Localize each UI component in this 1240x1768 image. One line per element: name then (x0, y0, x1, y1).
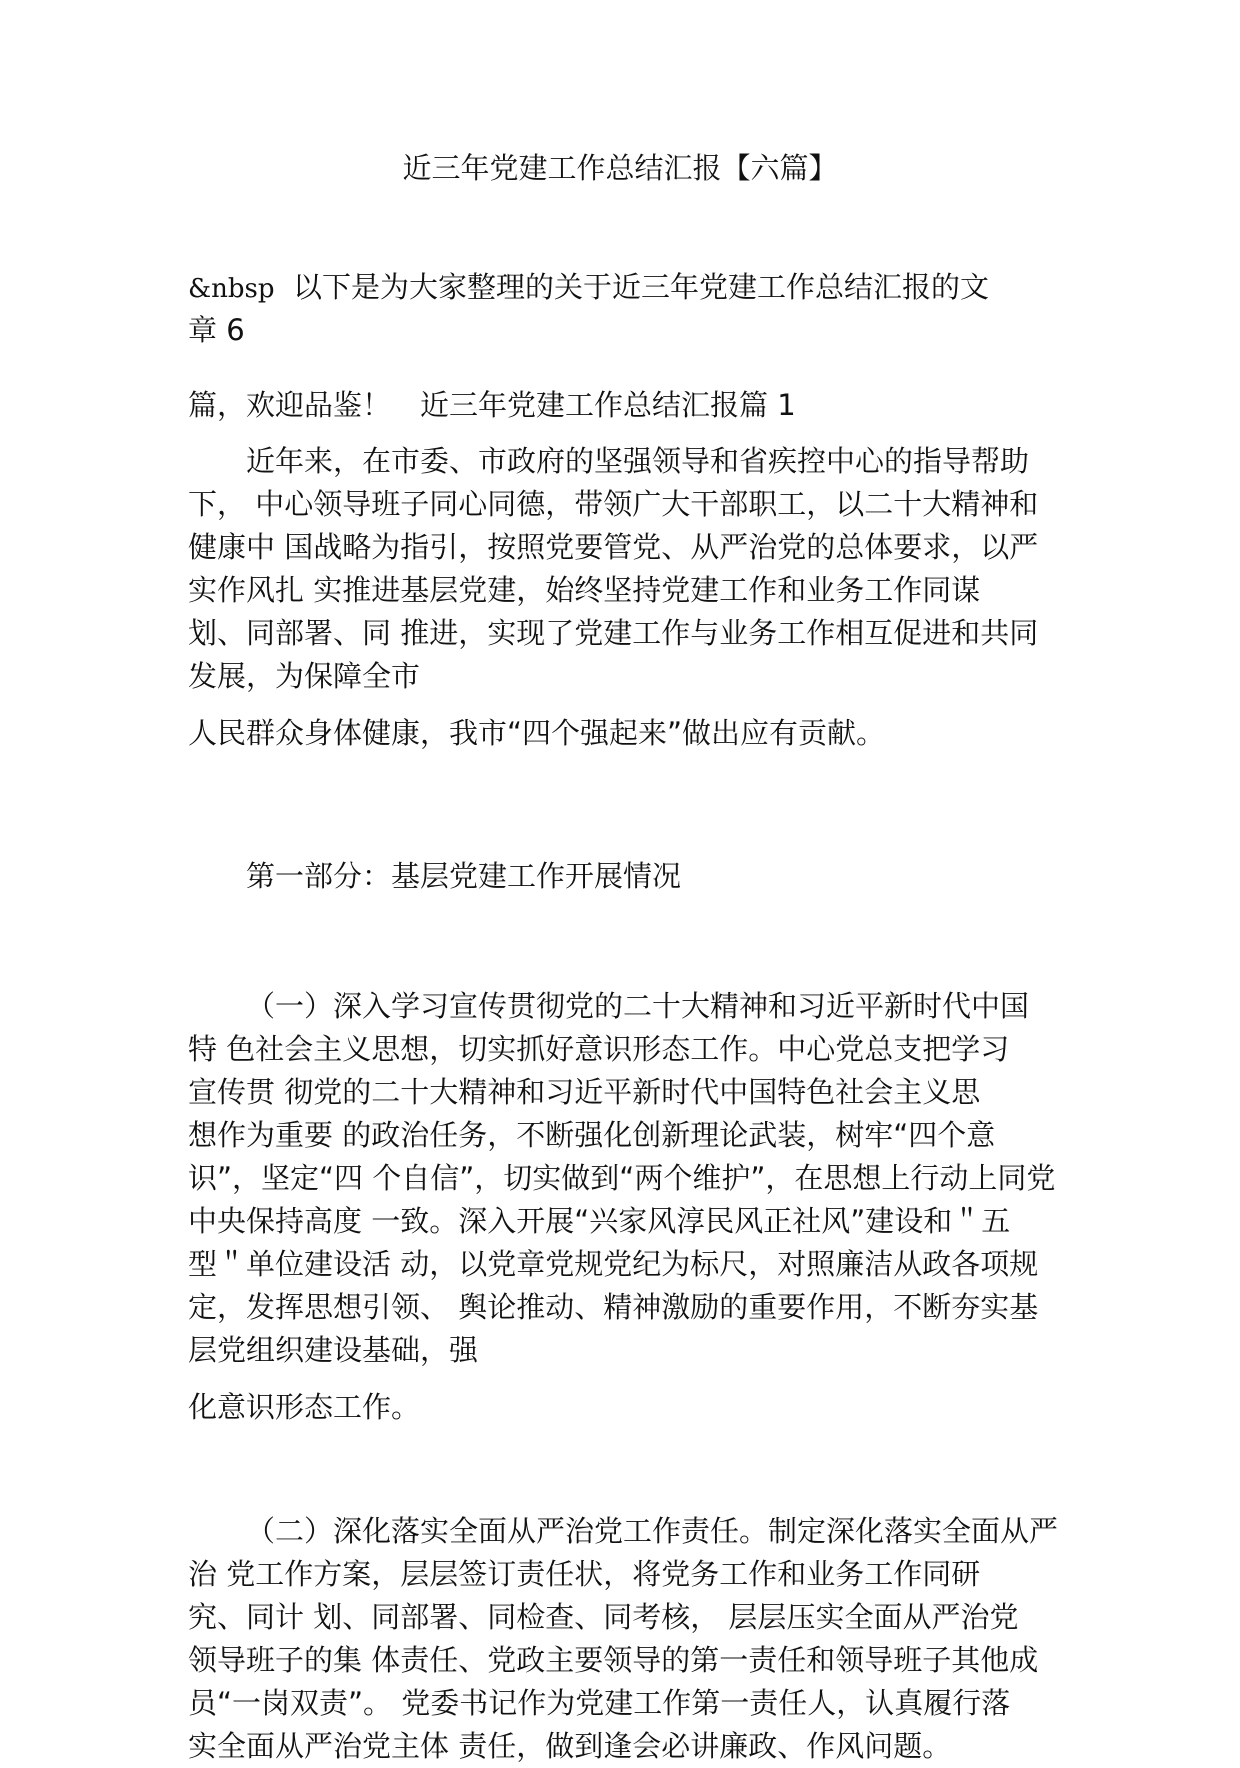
section-heading-1 (188, 855, 1068, 898)
intro-line-1: 以下是为大家整理的关于近三年党建工作总结汇报的文 (292, 270, 989, 304)
paragraph-line: 人民群众身体健康，我市“四个强起来”做出应有贡献。 (188, 716, 886, 750)
paragraph-line: 实全面从严治党主体 责任，做到逢会必讲廉政、作风问题。 (188, 1729, 952, 1763)
intro-line-3-text: 篇，欢迎品鉴！ 近三年党建工作总结汇报篇 1 (188, 388, 796, 422)
paragraph-line: 想作为重要 的政治任务，不断强化创新理论武装，树牢“四个意 (188, 1118, 996, 1152)
paragraph-line: 领导班子的集 体责任、党政主要领导的第一责任和领导班子其他成 (188, 1643, 1039, 1677)
paragraph-line: 员“一岗双责”。 党委书记作为党建工作第一责任人，认真履行落 (188, 1686, 1011, 1720)
paragraph-line: 发展，为保障全市 (188, 659, 421, 693)
paragraph-line: （二）深化落实全面从严治党工作责任。制定深化落实全面从严 (246, 1514, 1059, 1548)
paragraph-3 (188, 1510, 1068, 1768)
paragraph-line: 下， 中心领导班子同心同德，带领广大干部职工，以二十大精神和 (188, 487, 1039, 521)
paragraph-line: 识”，坚定“四 个自信”，切实做到“两个维护”，在思想上行动上同党 (188, 1161, 1056, 1195)
paragraph-line: 层党组织建设基础，强 (188, 1333, 479, 1367)
paragraph-line: 特 色社会主义思想，切实抓好意识形态工作。中心党总支把学习 (188, 1032, 1010, 1066)
intro-paragraph (188, 266, 1068, 352)
paragraph-1-end (188, 712, 1068, 755)
paragraph-line: 型＂单位建设活 动，以党章党规党纪为标尺，对照廉洁从政各项规 (188, 1247, 1039, 1281)
nbsp-artifact: &nbsp (188, 274, 275, 304)
paragraph-line: 实作风扎 实推进基层党建，始终坚持党建工作和业务工作同谋 (188, 573, 981, 607)
paragraph-2-end (188, 1386, 1068, 1429)
intro-line-2: 章 6 (188, 313, 245, 347)
paragraph-line: 化意识形态工作。 (188, 1390, 421, 1424)
paragraph-line: 健康中 国战略为指引，按照党要管党、从严治党的总体要求，以严 (188, 530, 1039, 564)
paragraph-1 (188, 440, 1068, 698)
document-title: 近三年党建工作总结汇报【六篇】 (402, 151, 838, 185)
paragraph-line: 治 党工作方案，层层签订责任状，将党务工作和业务工作同研 (188, 1557, 981, 1591)
paragraph-line: 中央保持高度 一致。深入开展“兴家风淳民风正社风”建设和＂五 (188, 1204, 1011, 1238)
paragraph-line: 定，发挥思想引领、 舆论推动、精神激励的重要作用，不断夯实基 (188, 1290, 1039, 1324)
paragraph-line: 宣传贯 彻党的二十大精神和习近平新时代中国特色社会主义思 (188, 1075, 981, 1109)
paragraph-line: 划、同部署、同 推进，实现了党建工作与业务工作相互促进和共同 (188, 616, 1039, 650)
paragraph-line: 究、同计 划、同部署、同检查、同考核， 层层压实全面从严治党 (188, 1600, 1019, 1634)
section-heading-text: 第一部分：基层党建工作开展情况 (246, 859, 682, 893)
intro-line-3 (188, 384, 1068, 427)
paragraph-2 (188, 985, 1068, 1372)
paragraph-line: 近年来，在市委、市政府的坚强领导和省疾控中心的指导帮助 (246, 444, 1030, 478)
paragraph-line: （一）深入学习宣传贯彻党的二十大精神和习近平新时代中国 (246, 989, 1030, 1023)
